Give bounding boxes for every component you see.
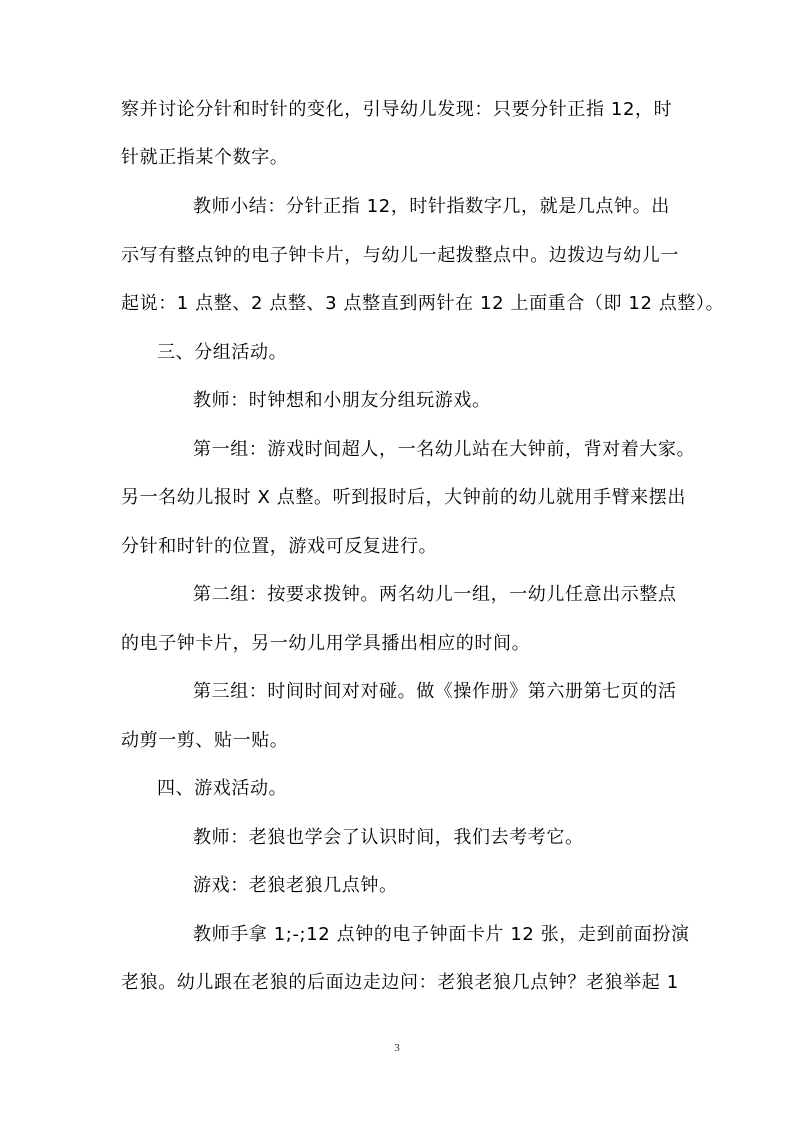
text-line: 游戏：老狼老狼几点钟。 xyxy=(193,875,398,896)
text-line: 第二组：按要求拨钟。两名幼儿一组，一幼儿任意出示整点 xyxy=(193,584,677,605)
page-number: 3 xyxy=(394,1042,400,1054)
text-line: 第三组：时间时间对对碰。做《操作册》第六册第七页的活 xyxy=(193,681,677,702)
section-heading: 三、分组活动。 xyxy=(157,342,288,363)
text-line: 示写有整点钟的电子钟卡片，与幼儿一起拨整点中。边拨边与幼儿一 xyxy=(121,245,679,266)
text-line: 针就正指某个数字。 xyxy=(121,147,289,168)
text-line: 的电子钟卡片，另一幼儿用学具播出相应的时间。 xyxy=(121,633,531,654)
text-line: 动剪一剪、贴一贴。 xyxy=(121,730,289,751)
text-line: 察并讨论分针和时针的变化，引导幼儿发现：只要分针正指 12，时 xyxy=(121,99,673,120)
text-line: 另一名幼儿报时 X 点整。听到报时后，大钟前的幼儿就用手臂来摆出 xyxy=(121,487,686,508)
text-line: 第一组：游戏时间超人，一名幼儿站在大钟前，背对着大家。 xyxy=(193,439,696,460)
text-line: 老狼。幼儿跟在老狼的后面边走边问：老狼老狼几点钟？老狼举起 1 xyxy=(121,972,679,993)
section-heading: 四、游戏活动。 xyxy=(157,778,288,799)
text-line: 起说：1 点整、2 点整、3 点整直到两针在 12 上面重合（即 12 点整）。 xyxy=(121,293,725,314)
text-line: 教师：时钟想和小朋友分组玩游戏。 xyxy=(193,390,491,411)
text-line: 教师：老狼也学会了认识时间，我们去考考它。 xyxy=(193,827,584,848)
text-line: 教师手拿 1;-;12 点钟的电子钟面卡片 12 张，走到前面扮演 xyxy=(193,924,690,945)
text-line: 分针和时针的位置，游戏可反复进行。 xyxy=(121,536,438,557)
text-line: 教师小结：分针正指 12，时针指数字几，就是几点钟。出 xyxy=(193,196,670,217)
